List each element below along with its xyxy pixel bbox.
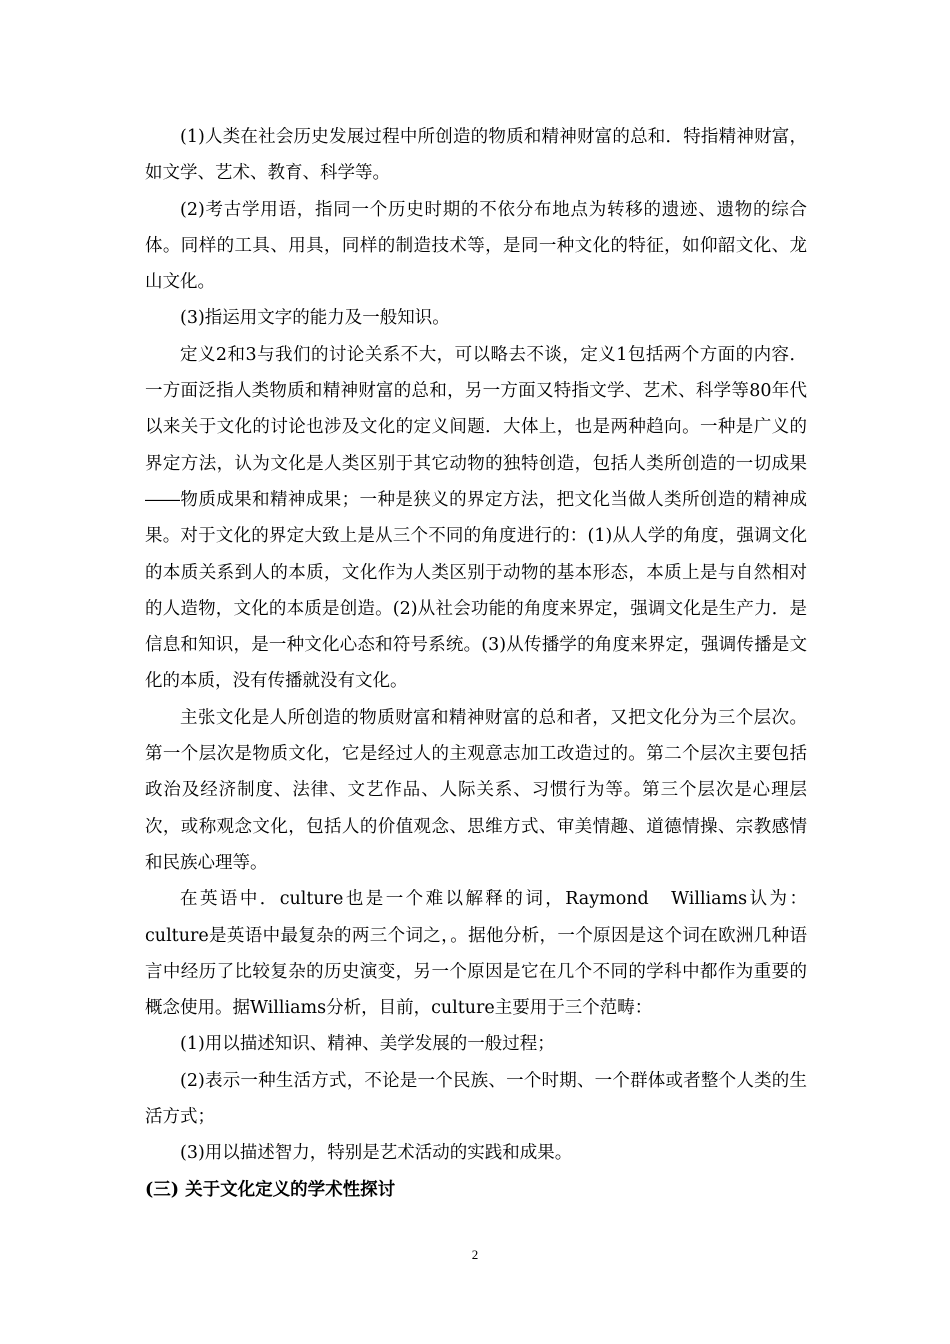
document-body [145, 119, 807, 1208]
paragraph-culture-levels: 主张文化是人所创造的物质财富和精神财富的总和者，又把文化分为三个层次。第一个层次是物质文化，它是经过人的主观意志加工改造过的。第二个层次主要包括政治及经济制度、法律、文艺作品、人际关系、习惯行为等。第三个层次是心理层次，或称观念文化，包括人的价值观念、思维方式、审美情趣、道德情操、宗教感情和民族心理等。 [145, 707, 807, 873]
paragraph-category-1: (1)用以描述知识、精神、美学发展的一般过程； [180, 1034, 555, 1055]
paragraph-definition-3: (3)指运用文字的能力及一般知识。 [180, 308, 450, 329]
paragraph-definition-1: (1)人类在社会历史发展过程中所创造的物质和精神财富的总和．特指精神财富，如文学、艺术、教育、科学等。 [145, 127, 807, 184]
paragraph-discussion: 定义2和3与我们的讨论关系不大，可以略去不谈，定义1包括两个方面的内容．一方面泛指人类物质和精神财富的总和，另一方面又特指文学、艺术、科学等80年代以来关于文化的讨论也涉及文化的定义间题．大体上，也是两种趋向。一种是广义的界定方法，认为文化是人类区别于其它动物的独特创造，包括人类所创造的一切成果――物质成果和精神成果；一种是狭义的界定方法，把文化当做人类所创造的精神成果。对于文化的界定大致上是从三个不同的角度进行的：(1)从人学的角度，强调文化的本质关系到人的本质，文化作为人类区别于动物的基本形态，本质上是与自然相对的人造物，文化的本质是创造。(2)从社会功能的角度来界定，强调文化是生产力．是信息和知识，是一种文化心态和符号系统。(3)从传播学的角度来界定，强调传播是文化的本质，没有传播就没有文化。 [145, 344, 807, 692]
paragraph-category-2: (2)表示一种生活方式，不论是一个民族、一个时期、一个群体或者整个人类的生活方式； [145, 1070, 807, 1128]
paragraph-english-culture: 在英语中．culture也是一个难以解释的词，Raymond Williams认为：culture是英语中最复杂的两三个词之，。据他分析，一个原因是这个词在欧洲几种语言中经历了比较复杂的历史演变，另一个原因是它在几个不同的学科中都作为重要的概念使用。据Williams分析，目前，culture主要用于三个范畴： [145, 889, 807, 1019]
page-number: 2 [471, 1247, 479, 1262]
paragraph-category-3: (3)用以描述智力，特别是艺术活动的实践和成果。 [180, 1143, 573, 1164]
paragraph-definition-2: (2)考古学用语，指同一个历史时期的不依分布地点为转移的遗迹、遗物的综合体。同样的工具、用具，同样的制造技术等，是同一种文化的特征，如仰韶文化、龙山文化。 [145, 199, 807, 293]
section-heading: (三) 关于文化定义的学术性探讨 [145, 1179, 396, 1200]
